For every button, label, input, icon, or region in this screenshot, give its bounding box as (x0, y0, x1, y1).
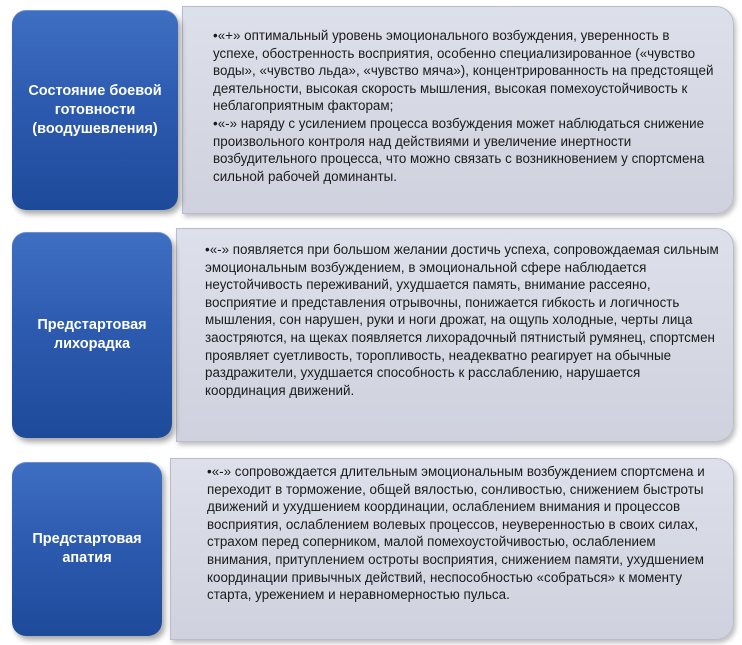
description-box-readiness (182, 6, 734, 214)
description-negative: •«-» появляется при большом желании достичь успеха, сопровождаемая сильным эмоциональным возбуждением, в эмоциональной сфере наблюдается неустойчивость переживаний, ухудшается память, внимание рассеяно, восприятие и представления отрывочны, понижается гибкость и логичность мышления, сон нарушен, руки и ноги дрожат, на ощупь холодные, черты лица заостряются, на щеках появляется лихорадочный пятнистый румянец, спортсмен проявляет суетливость, торопливость, неадекватно реагирует на обычные раздражители, ухудшается способность к расслаблению, нарушается координация движений. (205, 242, 719, 398)
description-negative: •«-» наряду с усилением процесса возбуждения может наблюдаться снижение произвольного контроля над действиями и увеличение инертности возбудительного процесса, что можно связать с возникновением у спортсмена сильной рабочей доминанты. (213, 115, 705, 184)
state-label-apathy-text: Предстартовая апатия (32, 531, 142, 566)
state-label-fever-text: Предстартовая лихорадка (37, 317, 147, 352)
state-label-apathy (12, 462, 162, 636)
description-box-apathy (170, 458, 734, 640)
state-label-readiness (12, 10, 178, 210)
description-negative: •«-» сопровождается длительным эмоциональным возбуждением спортсмена и переходит в торможение, общей вялостью, сонливостью, снижением быстроты движений и ухудшением координации, ослаблением внимания и процессов восприятия, ослаблением волевых процессов, неуверенностью в своих силах, страхом перед соперником, малой помехоустойчивостью, ослаблением внимания, притуплением остроты восприятия, снижением памяти, ухудшением координации привычных действий, неспособностью «собраться» к моменту старта, урежением и неравномерностью пульса. (207, 464, 705, 603)
description-positive: •«+» оптимальный уровень эмоционального возбуждения, уверенность в успехе, обостренность восприятия, особенно специализированное («чувство воды», «чувство льда», «чувство мяча»), концентрированность на предстоящей деятельности, высокая скорость мышления, высокая помехоустойчивость к неблагоприятным факторам; (213, 28, 714, 114)
description-box-fever (176, 228, 734, 442)
state-label-fever (12, 232, 172, 438)
state-label-readiness-text: Состояние боевой готовности (воодушевления) (28, 82, 162, 137)
